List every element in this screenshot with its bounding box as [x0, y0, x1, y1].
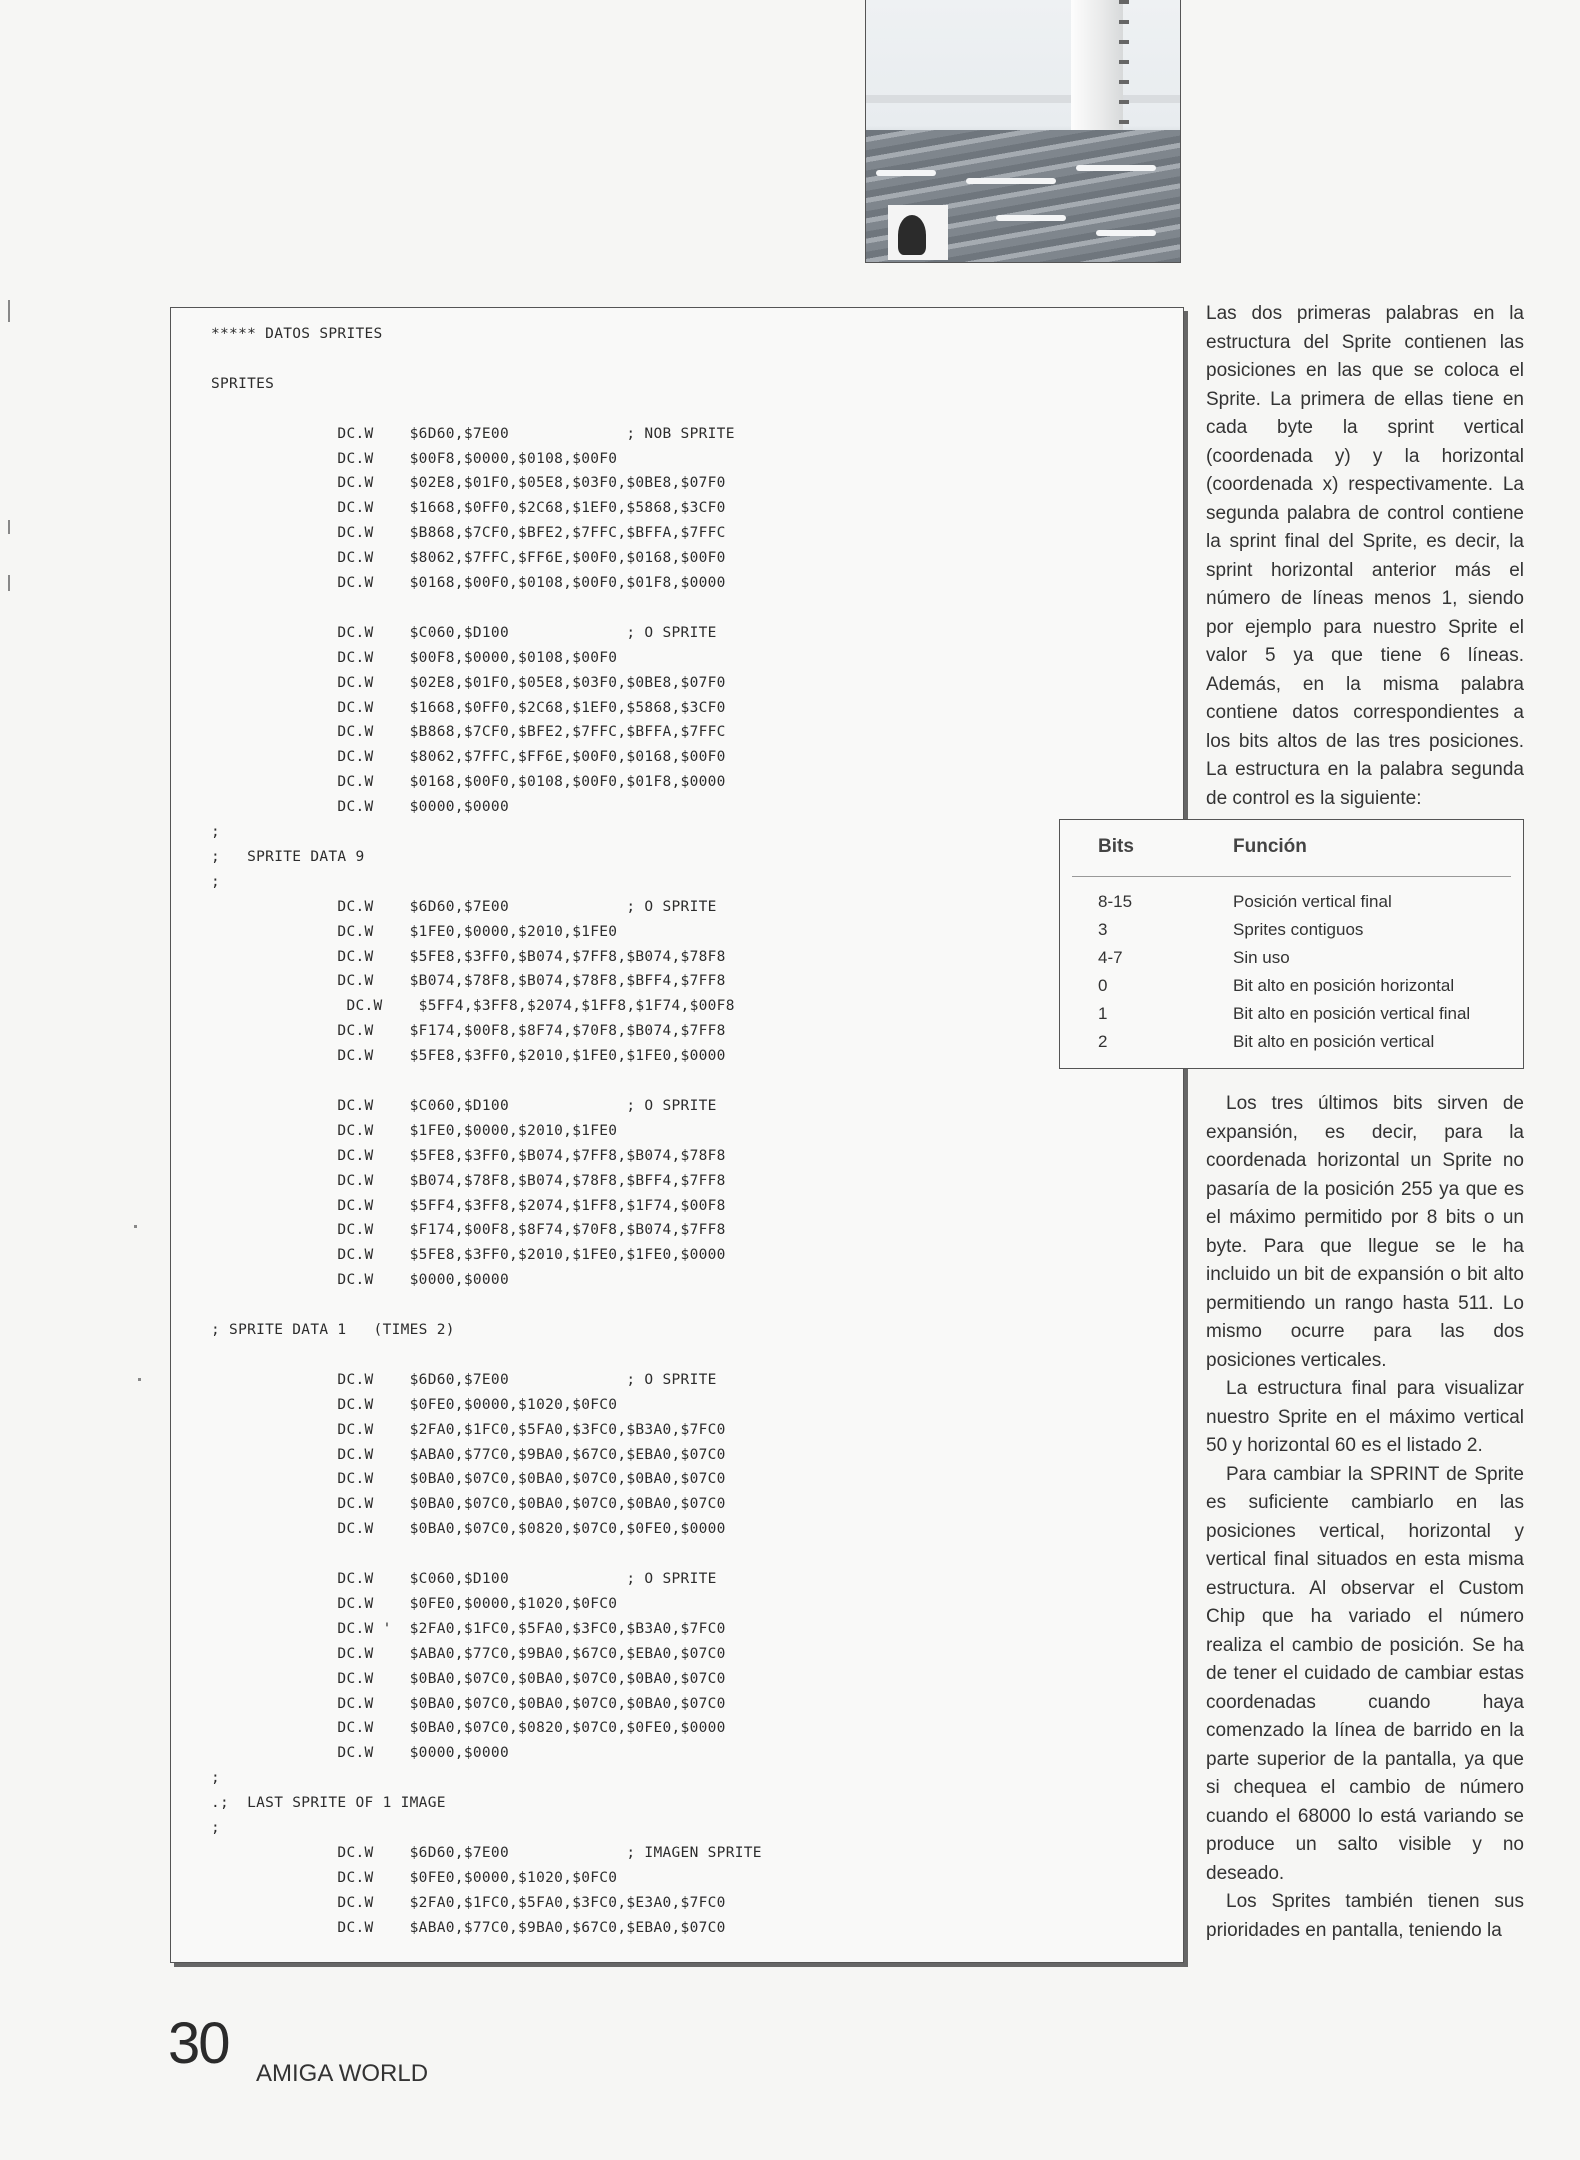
code-line: DC.W $6D60,$7E00 ; O SPRITE [211, 898, 717, 915]
code-line: ; [211, 824, 221, 840]
bits-table [1059, 819, 1524, 1069]
code-line: DC.W $B868,$7CF0,$BFE2,$7FFC,$BFFA,$7FFC [211, 724, 726, 741]
code-line: DC.W $6D60,$7E00 ; IMAGEN SPRITE [211, 1844, 762, 1861]
code-line: DC.W $0FE0,$0000,$1020,$0FC0 [211, 1396, 618, 1413]
table-header-bits: Bits [1098, 836, 1134, 857]
paragraph: Los Sprites también tienen sus prioridades en pantalla, teniendo la [1206, 1891, 1524, 1941]
code-line: ; SPRITE DATA 1 (TIMES 2) [211, 1322, 455, 1338]
code-line: ; SPRITE DATA 9 [211, 848, 365, 865]
code-line: DC.W $2FA0,$1FC0,$5FA0,$3FC0,$E3A0,$7FC0 [211, 1894, 726, 1911]
code-line: DC.W $C060,$D100 ; O SPRITE [211, 1571, 717, 1587]
code-line: DC.W $02E8,$01F0,$05E8,$03F0,$0BE8,$07F0 [211, 475, 726, 492]
code-line: DC.W $ABA0,$77C0,$9BA0,$67C0,$EBA0,$07C0 [211, 1645, 726, 1662]
table-row: 8-15 Posición vertical final [1098, 892, 1392, 911]
paragraph: La estructura final para visualizar nuestro Sprite en el máximo vertical 50 y horizontal 60 es el listado 2. [1206, 1378, 1524, 1456]
code-line: DC.W $B074,$78F8,$B074,$78F8,$BFF4,$7FF8 [211, 973, 726, 990]
code-line: DC.W $F174,$00F8,$8F74,$70F8,$B074,$7FF8 [211, 1222, 726, 1239]
code-line: DC.W $C060,$D100 ; O SPRITE [211, 1097, 717, 1114]
code-line: DC.W $8062,$7FFC,$FF6E,$00F0,$0168,$00F0 [211, 550, 726, 567]
code-line: DC.W $1668,$0FF0,$2C68,$1EF0,$5868,$3CF0 [211, 699, 726, 716]
table-row: 0 Bit alto en posición horizontal [1098, 976, 1455, 995]
code-line: DC.W $ABA0,$77C0,$9BA0,$67C0,$EBA0,$07C0 [211, 1919, 726, 1936]
code-line: ***** DATOS SPRITES [211, 326, 383, 342]
code-line: DC.W $0BA0,$07C0,$0820,$07C0,$0FE0,$0000 [211, 1521, 726, 1538]
code-line: SPRITES [211, 375, 275, 392]
code-line: DC.W $1FE0,$0000,$2010,$1FE0 [211, 923, 618, 940]
code-line: DC.W $1668,$0FF0,$2C68,$1EF0,$5868,$3CF0 [211, 500, 726, 517]
code-line: DC.W $00F8,$0000,$0108,$00F0 [211, 649, 618, 666]
code-line: DC.W ' $2FA0,$1FC0,$5FA0,$3FC0,$B3A0,$7FC0 [211, 1620, 726, 1637]
paragraph-intro: Las dos primeras palabras en la estructura del Sprite contienen las posiciones en las que se coloca el Sprite. La primera de ellas tiene en cada byte la sprint vertical (coordenada y) y la horizontal (coordenada x) respectivamente. La segunda palabra de control contiene la sprint final del Sprite, es decir, la sprint horizontal anterior más el número de líneas menos 1, siendo por ejemplo para nuestro Sprite el valor 5 ya que tiene 6 líneas. Además, en la misma palabra contiene datos correspondientes a los bits altos de las tres posiciones. La estructura en la palabra segunda de control es la siguiente: [1206, 303, 1524, 809]
code-line: DC.W $ABA0,$77C0,$9BA0,$67C0,$EBA0,$07C0 [211, 1446, 726, 1463]
code-line: DC.W $0BA0,$07C0,$0820,$07C0,$0FE0,$0000 [211, 1720, 726, 1737]
code-line: DC.W $B074,$78F8,$B074,$78F8,$BFF4,$7FF8 [211, 1172, 726, 1189]
code-line: .; LAST SPRITE OF 1 IMAGE [211, 1795, 446, 1812]
code-line: DC.W $0BA0,$07C0,$0BA0,$07C0,$0BA0,$07C0 [211, 1695, 726, 1712]
code-line: DC.W $8062,$7FFC,$FF6E,$00F0,$0168,$00F0 [211, 749, 726, 766]
code-line: DC.W $6D60,$7E00 ; NOB SPRITE [211, 425, 735, 442]
code-line: DC.W $00F8,$0000,$0108,$00F0 [211, 450, 618, 467]
code-line: DC.W $0168,$00F0,$0108,$00F0,$01F8,$0000 [211, 575, 726, 591]
article-text-bottom [1206, 1090, 1524, 1945]
table-row: 4-7 Sin uso [1098, 948, 1290, 967]
code-line: DC.W $5FE8,$3FF0,$B074,$7FF8,$B074,$78F8 [211, 948, 726, 965]
code-line: DC.W $5FE8,$3FF0,$2010,$1FE0,$1FE0,$0000 [211, 1247, 726, 1264]
table-row: 2 Bit alto en posición vertical [1098, 1032, 1435, 1051]
code-line: DC.W $0000,$0000 [211, 1745, 509, 1762]
code-line: DC.W $C060,$D100 ; O SPRITE [211, 624, 717, 641]
code-line: DC.W $02E8,$01F0,$05E8,$03F0,$0BE8,$07F0 [211, 674, 726, 691]
code-line: DC.W $0000,$0000 [211, 799, 509, 816]
code-line: DC.W $2FA0,$1FC0,$5FA0,$3FC0,$B3A0,$7FC0 [211, 1421, 726, 1438]
code-line: DC.W $5FE8,$3FF0,$2010,$1FE0,$1FE0,$0000 [211, 1048, 726, 1065]
code-line: DC.W $0FE0,$0000,$1020,$0FC0 [211, 1595, 618, 1612]
page-number: 30 [168, 2011, 229, 2076]
code-line: DC.W $0FE0,$0000,$1020,$0FC0 [211, 1869, 618, 1886]
code-line: DC.W $0BA0,$07C0,$0BA0,$07C0,$0BA0,$07C0 [211, 1496, 726, 1513]
code-line: ; [211, 1820, 221, 1836]
code-line: DC.W $1FE0,$0000,$2010,$1FE0 [211, 1122, 618, 1139]
code-line: DC.W $5FE8,$3FF0,$B074,$7FF8,$B074,$78F8 [211, 1147, 726, 1164]
code-line: DC.W $F174,$00F8,$8F74,$70F8,$B074,$7FF8 [211, 1023, 726, 1040]
code-listing-box [170, 307, 1184, 1963]
code-line: DC.W $6D60,$7E00 ; O SPRITE [211, 1371, 717, 1388]
code-line: DC.W $0BA0,$07C0,$0BA0,$07C0,$0BA0,$07C0 [211, 1471, 726, 1488]
code-line: DC.W $5FF4,$3FF8,$2074,$1FF8,$1F74,$00F8 [211, 1197, 726, 1214]
article-text-top [1206, 300, 1524, 813]
table-header-function: Función [1233, 836, 1307, 857]
paragraph: Para cambiar la SPRINT de Sprite es suficiente cambiarlo en las posiciones vertical, horizontal y vertical final situados en esta misma estructura. Al observar el Custom Chip que ha variado el número realiza el cambio de posición. Se ha de tener el cuidado de cambiar estas coordenadas cuando haya comenzado la línea de barrido en la parte superior de la pantalla, ya que si chequea el cambio de número cuando el 68000 lo está variando se produce un salto visible y no deseado. [1206, 1463, 1524, 1884]
table-row: 1 Bit alto en posición vertical final [1098, 1004, 1471, 1023]
code-line: DC.W $0000,$0000 [211, 1272, 509, 1289]
code-line: ; [211, 873, 221, 890]
code-line: ; [211, 1770, 221, 1787]
table-row: 3 Sprites contiguos [1098, 920, 1364, 939]
paragraph: Los tres últimos bits sirven de expansión, es decir, para la coordenada horizontal un Sprite no pasaría de la posición 255 ya que es el máximo permitido por 8 bits o un byte. Para que llegue se le ha incluido un bit de expansión o bit alto permitiendo un rango hasta 511. Lo mismo ocurre para las dos posiciones verticales. [1206, 1093, 1524, 1371]
code-line: DC.W $B868,$7CF0,$BFE2,$7FFC,$BFFA,$7FFC [211, 525, 726, 542]
code-line: DC.W $0BA0,$07C0,$0BA0,$07C0,$0BA0,$07C0 [211, 1670, 726, 1687]
code-line: DC.W $5FF4,$3FF8,$2074,$1FF8,$1F74,$00F8 [211, 998, 735, 1015]
magazine-name: AMIGA WORLD [256, 2060, 429, 2087]
code-line: DC.W $0168,$00F0,$0108,$00F0,$01F8,$0000 [211, 774, 726, 791]
photo-lighthouse-sea [865, 0, 1181, 263]
